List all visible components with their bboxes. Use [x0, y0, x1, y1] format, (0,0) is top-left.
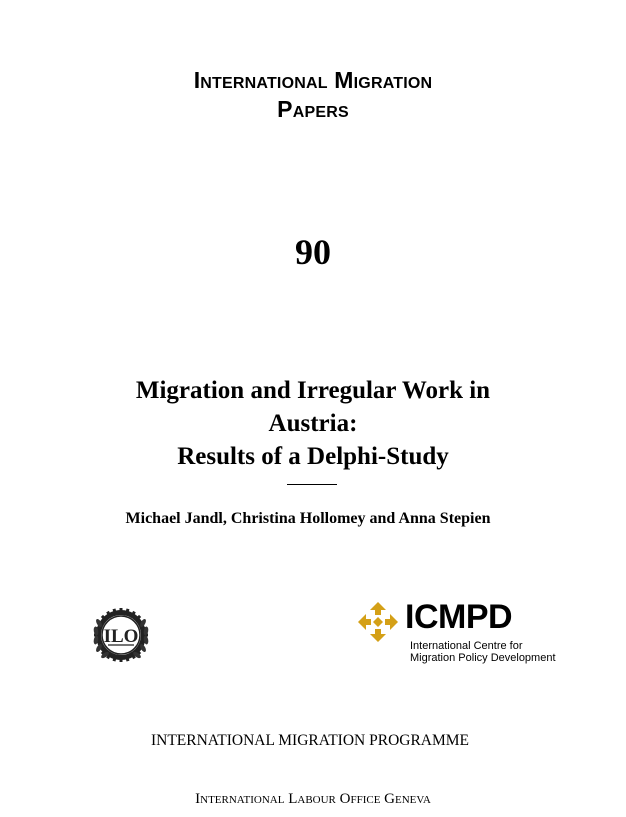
paper-title-line-2: Austria: — [268, 410, 358, 437]
series-title — [0, 66, 626, 124]
programme-name: INTERNATIONAL MIGRATION PROGRAMME — [150, 732, 470, 749]
icmpd-tagline-line-2: Migration Policy Development — [410, 652, 556, 664]
authors: Michael Jandl, Christina Hollomey and Anna Stepien — [125, 510, 491, 527]
svg-text:ILO: ILO — [103, 626, 139, 647]
series-title-line-1: International Migration — [193, 67, 433, 93]
title-divider — [287, 484, 337, 485]
icmpd-tagline — [410, 640, 556, 664]
paper-title-line-3: Results of a Delphi-Study — [177, 443, 449, 470]
icmpd-logo — [356, 596, 556, 668]
icmpd-name: ICMPD — [405, 598, 513, 636]
publisher: International Labour Office Geneva — [195, 791, 431, 807]
series-title-line-2: Papers — [277, 96, 349, 122]
paper-title-line-1: Migration and Irregular Work in — [135, 377, 491, 404]
icmpd-diamond-icon — [356, 600, 400, 644]
paper-number: 90 — [295, 232, 331, 272]
icmpd-tagline-line-1: International Centre for — [410, 640, 523, 652]
ilo-emblem-icon — [89, 603, 153, 667]
paper-title — [0, 374, 626, 473]
